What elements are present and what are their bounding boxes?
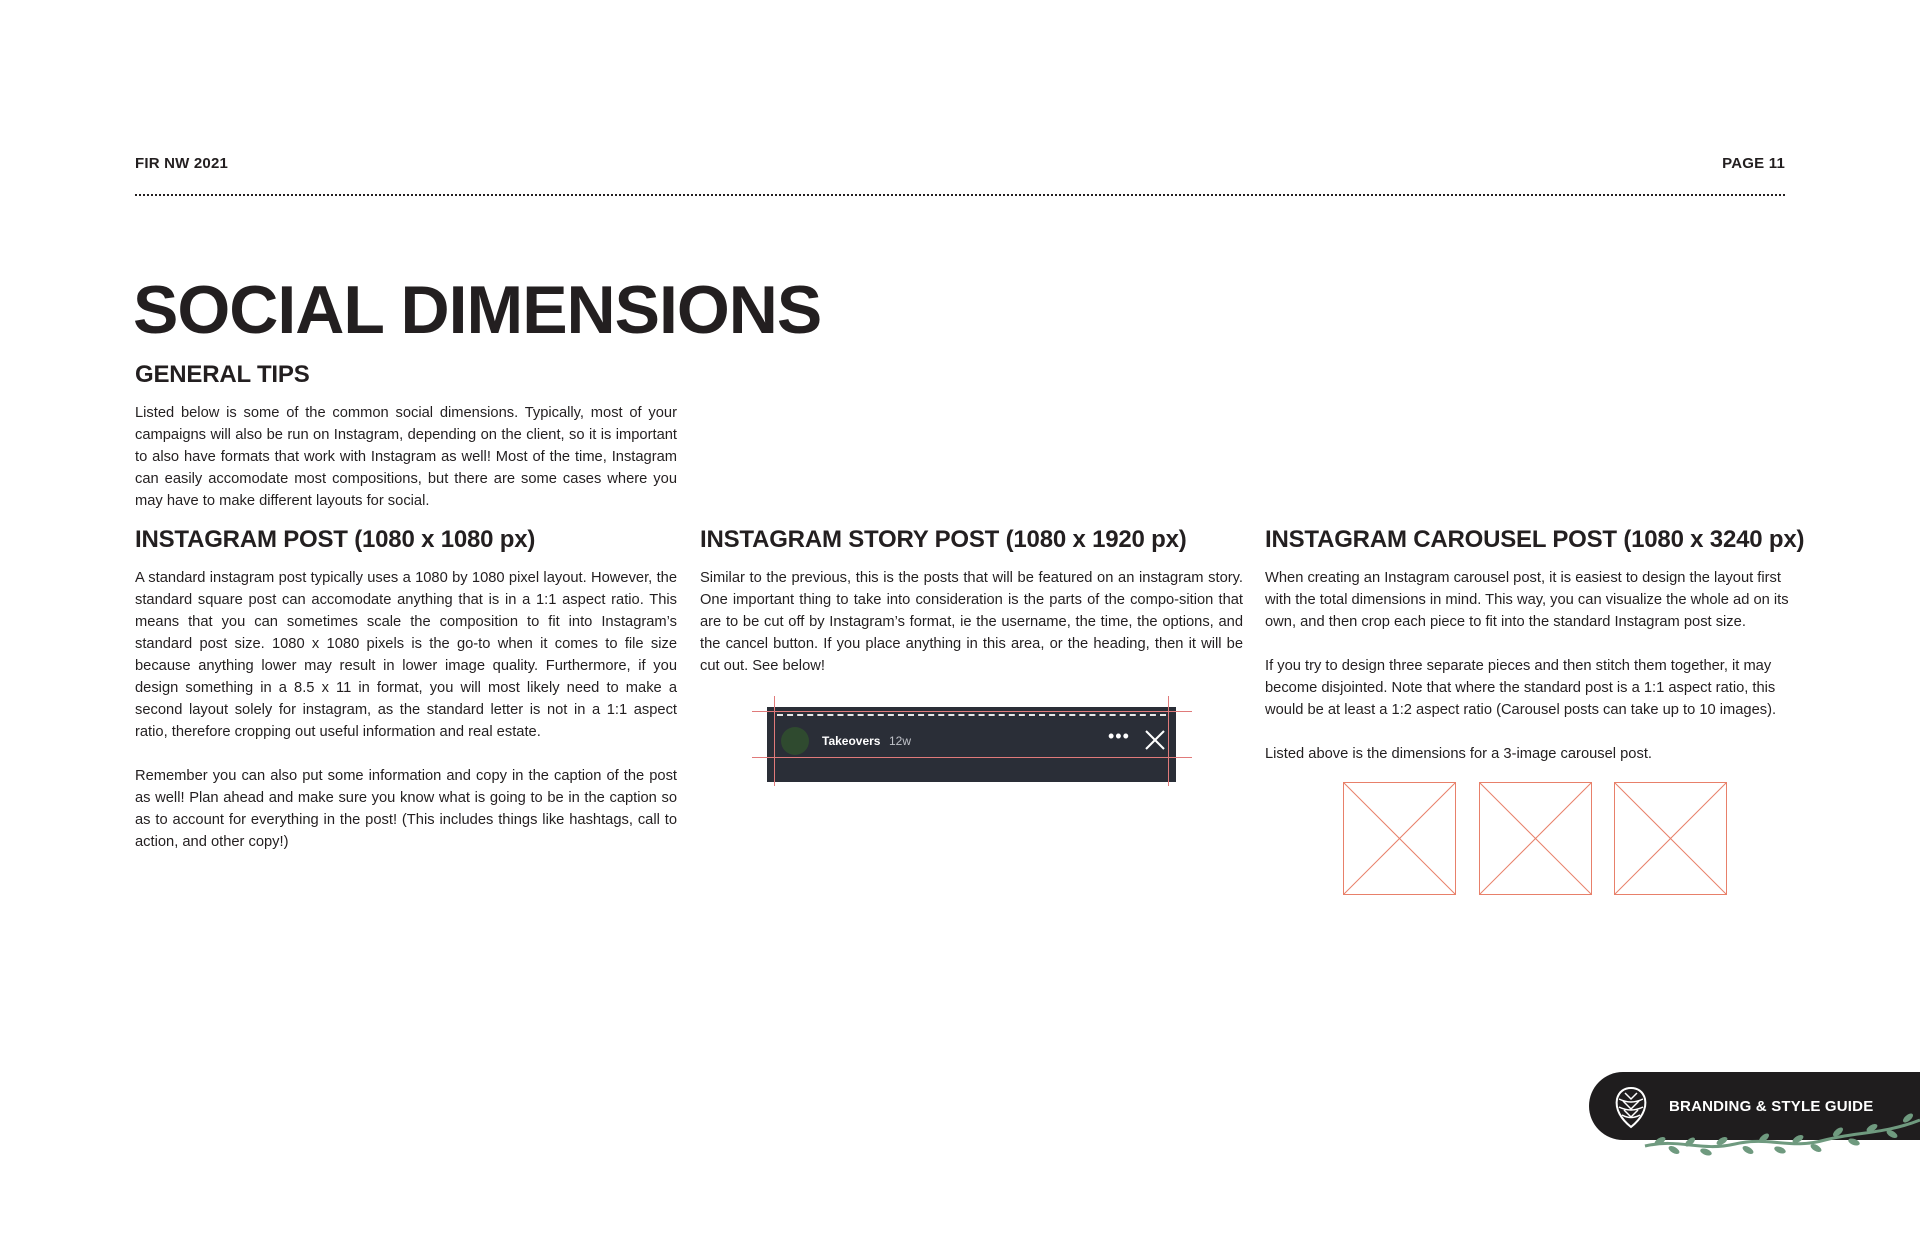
story-username: Takeovers [822,734,881,748]
more-options-icon: ••• [1108,726,1130,746]
instagram-story-paragraph: Similar to the previous, this is the posts that will be featured on an instagram story. One important thing to take into consideration is the parts of the compo-sition that are to be cut off by Instagram’s format, ie the username, the time, the options, and the cancel button. If you place anything in this area, or the heading, then it will be cut out. See below! [700,570,1243,674]
instagram-post-paragraph-1: A standard instagram post typically uses a 1080 by 1080 pixel layout. However, the standard square post can accomodate anything that is in a 1:1 aspect ratio. This means that you can sometimes scale the composition to fit into Instagram’s standard post size. 1080 x 1080 pixels is the go-to when it comes to file size because anything lower may result in lower image quality. Furthermore, if you design something in a 8.5 x 11 in format, you will most likely need to make a second layout solely for instagram, as the standard letter is not in a 1:1 aspect ratio, therefore cropping out useful information and real estate. [135,570,677,740]
instagram-carousel-paragraph-3: Listed above is the dimensions for a 3-image carousel post. [1265,746,1652,762]
instagram-story-heading: INSTAGRAM STORY POST (1080 x 1920 px) [700,526,1187,553]
carousel-placeholder-2 [1479,782,1592,895]
general-tips-body [135,402,677,512]
instagram-carousel-paragraph-1: When creating an Instagram carousel post, it is easiest to design the layout first with the total dimensions in mind. This way, you can visualize the whole ad on its own, and then crop each piece to fit into the standard Instagram post size. [1265,570,1789,630]
safe-zone-guide-left [774,696,775,786]
page-number: PAGE 11 [1722,155,1785,172]
story-progress-bar [777,714,1166,716]
instagram-post-heading: INSTAGRAM POST (1080 x 1080 px) [135,526,536,553]
vine-decoration [1640,1108,1920,1168]
safe-zone-guide-top [752,711,1192,712]
story-timestamp: 12w [889,734,912,748]
avatar [781,727,809,755]
page-title: SOCIAL DIMENSIONS [133,272,822,348]
carousel-placeholder-1 [1343,782,1456,895]
story-header-mockup [767,707,1176,782]
carousel-placeholder-3 [1614,782,1727,895]
instagram-carousel-body [1265,567,1808,765]
badge-label: BRANDING & STYLE GUIDE [1669,1098,1874,1115]
safe-zone-guide-bottom [752,757,1192,758]
general-tips-paragraph: Listed below is some of the common social dimensions. Typically, most of your campaigns will also be run on Instagram, depending on the client, so it is important to also have formats that work with Instagram as well! Most of the time, Instagram can easily accomodate most compositions, but there are some cases where you may have to make different layouts for social. [135,405,677,509]
instagram-story-body [700,567,1243,677]
header-left-label: FIR NW 2021 [135,155,229,172]
header-divider [135,194,1785,196]
close-icon [1144,729,1166,751]
general-tips-heading: GENERAL TIPS [135,361,310,388]
safe-zone-guide-right [1168,696,1169,786]
instagram-carousel-heading: INSTAGRAM CAROUSEL POST (1080 x 3240 px) [1265,526,1805,553]
instagram-post-paragraph-2: Remember you can also put some information and copy in the caption of the post as well! Plan ahead and make sure you know what is going to be in the caption so as to account for everything in the post! (This includes things like hashtags, call to action, and other copy!) [135,768,677,850]
instagram-post-body [135,567,677,853]
instagram-carousel-paragraph-2: If you try to design three separate pieces and then stitch them together, it may become disjointed. Note that where the standard post is a 1:1 aspect ratio, this would be at least a 1:2 aspect ratio (Carousel posts can take up to 10 images). [1265,658,1777,718]
